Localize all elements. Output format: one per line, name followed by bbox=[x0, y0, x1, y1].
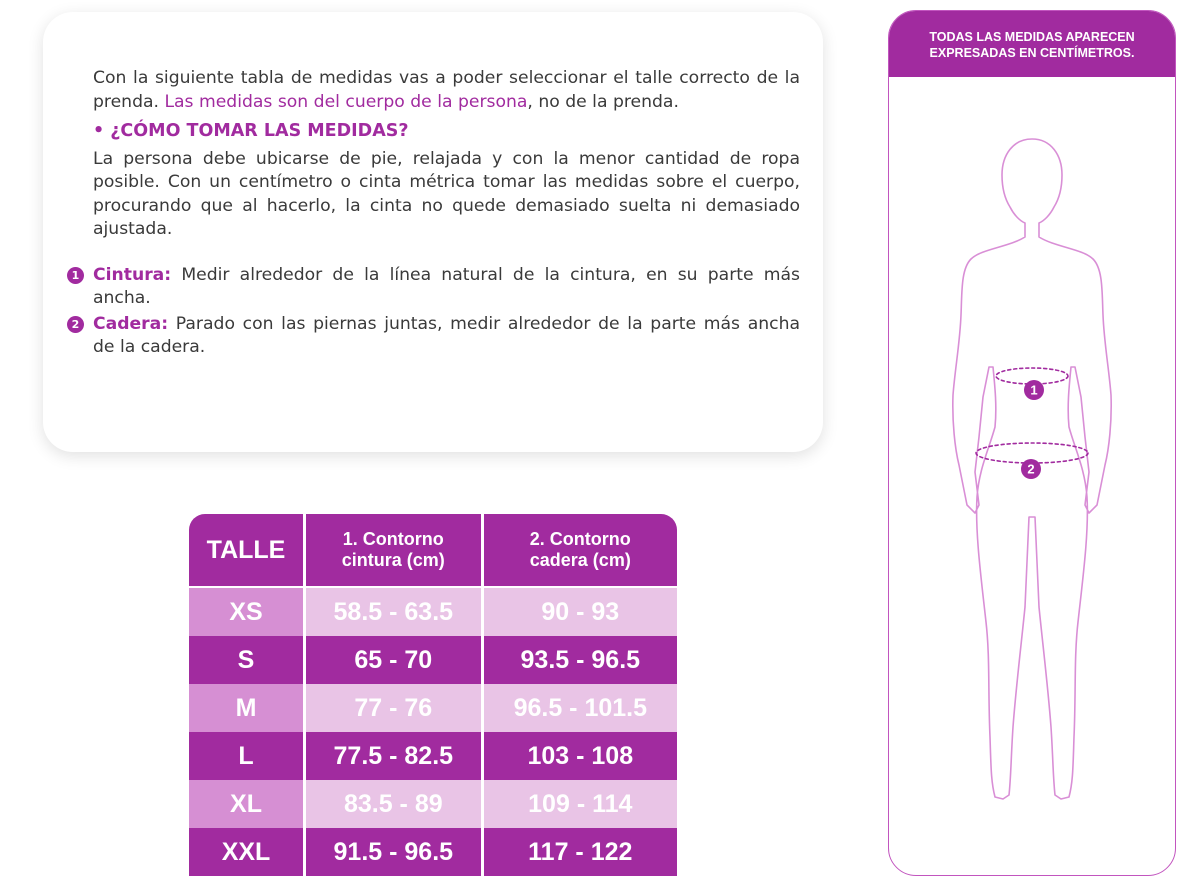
waist-cell: 83.5 - 89 bbox=[306, 780, 484, 828]
header-hip bbox=[484, 514, 677, 588]
header-size: TALLE bbox=[189, 514, 306, 588]
size-table bbox=[189, 514, 677, 876]
body-silhouette-icon bbox=[889, 77, 1175, 875]
size-cell: XS bbox=[189, 588, 306, 636]
measure-hip bbox=[71, 313, 800, 360]
measure-waist-desc: Medir alrededor de la línea natural de la cintura, en su parte más ancha. bbox=[93, 264, 800, 308]
header-waist bbox=[306, 514, 484, 588]
size-cell: XXL bbox=[189, 828, 306, 876]
units-note bbox=[889, 11, 1175, 77]
size-cell: M bbox=[189, 684, 306, 732]
waist-cell: 58.5 - 63.5 bbox=[306, 588, 484, 636]
intro-text: Con la siguiente tabla de medidas vas a poder seleccionar el talle correcto de la prenda. bbox=[93, 68, 800, 112]
measure-waist-term: Cintura: bbox=[93, 264, 172, 285]
table-row bbox=[189, 732, 677, 780]
marker-2-label: 2 bbox=[1027, 461, 1035, 477]
units-note-line1: TODAS LAS MEDIDAS APARECEN bbox=[929, 30, 1135, 44]
table-row bbox=[189, 588, 677, 636]
table-row bbox=[189, 636, 677, 684]
table-row bbox=[189, 684, 677, 732]
hip-cell: 103 - 108 bbox=[484, 732, 677, 780]
size-cell: XL bbox=[189, 780, 306, 828]
hip-cell: 90 - 93 bbox=[484, 588, 677, 636]
waist-cell: 77.5 - 82.5 bbox=[306, 732, 484, 780]
header-waist-line2: cintura (cm) bbox=[341, 550, 445, 570]
measure-hip-desc: Parado con las piernas juntas, medir alrededor de la parte más ancha de la cadera. bbox=[93, 313, 800, 357]
hip-cell: 93.5 - 96.5 bbox=[484, 636, 677, 684]
measures-list bbox=[71, 264, 800, 360]
hip-cell: 109 - 114 bbox=[484, 780, 677, 828]
intro-text-end: , no de la prenda. bbox=[527, 91, 679, 112]
waist-cell: 91.5 - 96.5 bbox=[306, 828, 484, 876]
size-cell: L bbox=[189, 732, 306, 780]
hip-cell: 96.5 - 101.5 bbox=[484, 684, 677, 732]
measure-hip-term: Cadera: bbox=[93, 313, 169, 334]
intro-paragraph bbox=[93, 67, 800, 114]
measure-waist bbox=[71, 264, 800, 311]
how-to-heading: • ¿CÓMO TOMAR LAS MEDIDAS? bbox=[93, 121, 409, 141]
header-hip-line2: cadera (cm) bbox=[529, 550, 631, 570]
number-2-icon: 2 bbox=[67, 316, 84, 333]
header-hip-line1: 2. Contorno bbox=[529, 529, 631, 549]
waist-cell: 77 - 76 bbox=[306, 684, 484, 732]
waist-cell: 65 - 70 bbox=[306, 636, 484, 684]
size-cell: S bbox=[189, 636, 306, 684]
instructions-text bbox=[71, 67, 800, 362]
marker-1-label: 1 bbox=[1030, 382, 1038, 398]
how-to-paragraph: La persona debe ubicarse de pie, relajada y con la menor cantidad de ropa posible. Con un centímetro o cinta métrica tomar las medidas sobre el cuerpo, procurando que al hacerlo, la cinta no quede demasiado suelta ni demasiado ajustada. bbox=[93, 148, 800, 239]
hip-cell: 117 - 122 bbox=[484, 828, 677, 876]
table-row bbox=[189, 780, 677, 828]
units-note-line2: EXPRESADAS EN CENTÍMETROS. bbox=[929, 46, 1135, 60]
intro-highlight: Las medidas son del cuerpo de la persona bbox=[164, 91, 528, 112]
table-header-row bbox=[189, 514, 677, 588]
body-figure-panel bbox=[888, 10, 1176, 876]
table-row bbox=[189, 828, 677, 876]
number-1-icon: 1 bbox=[67, 267, 84, 284]
header-waist-line1: 1. Contorno bbox=[342, 529, 444, 549]
instructions-card bbox=[43, 12, 823, 452]
